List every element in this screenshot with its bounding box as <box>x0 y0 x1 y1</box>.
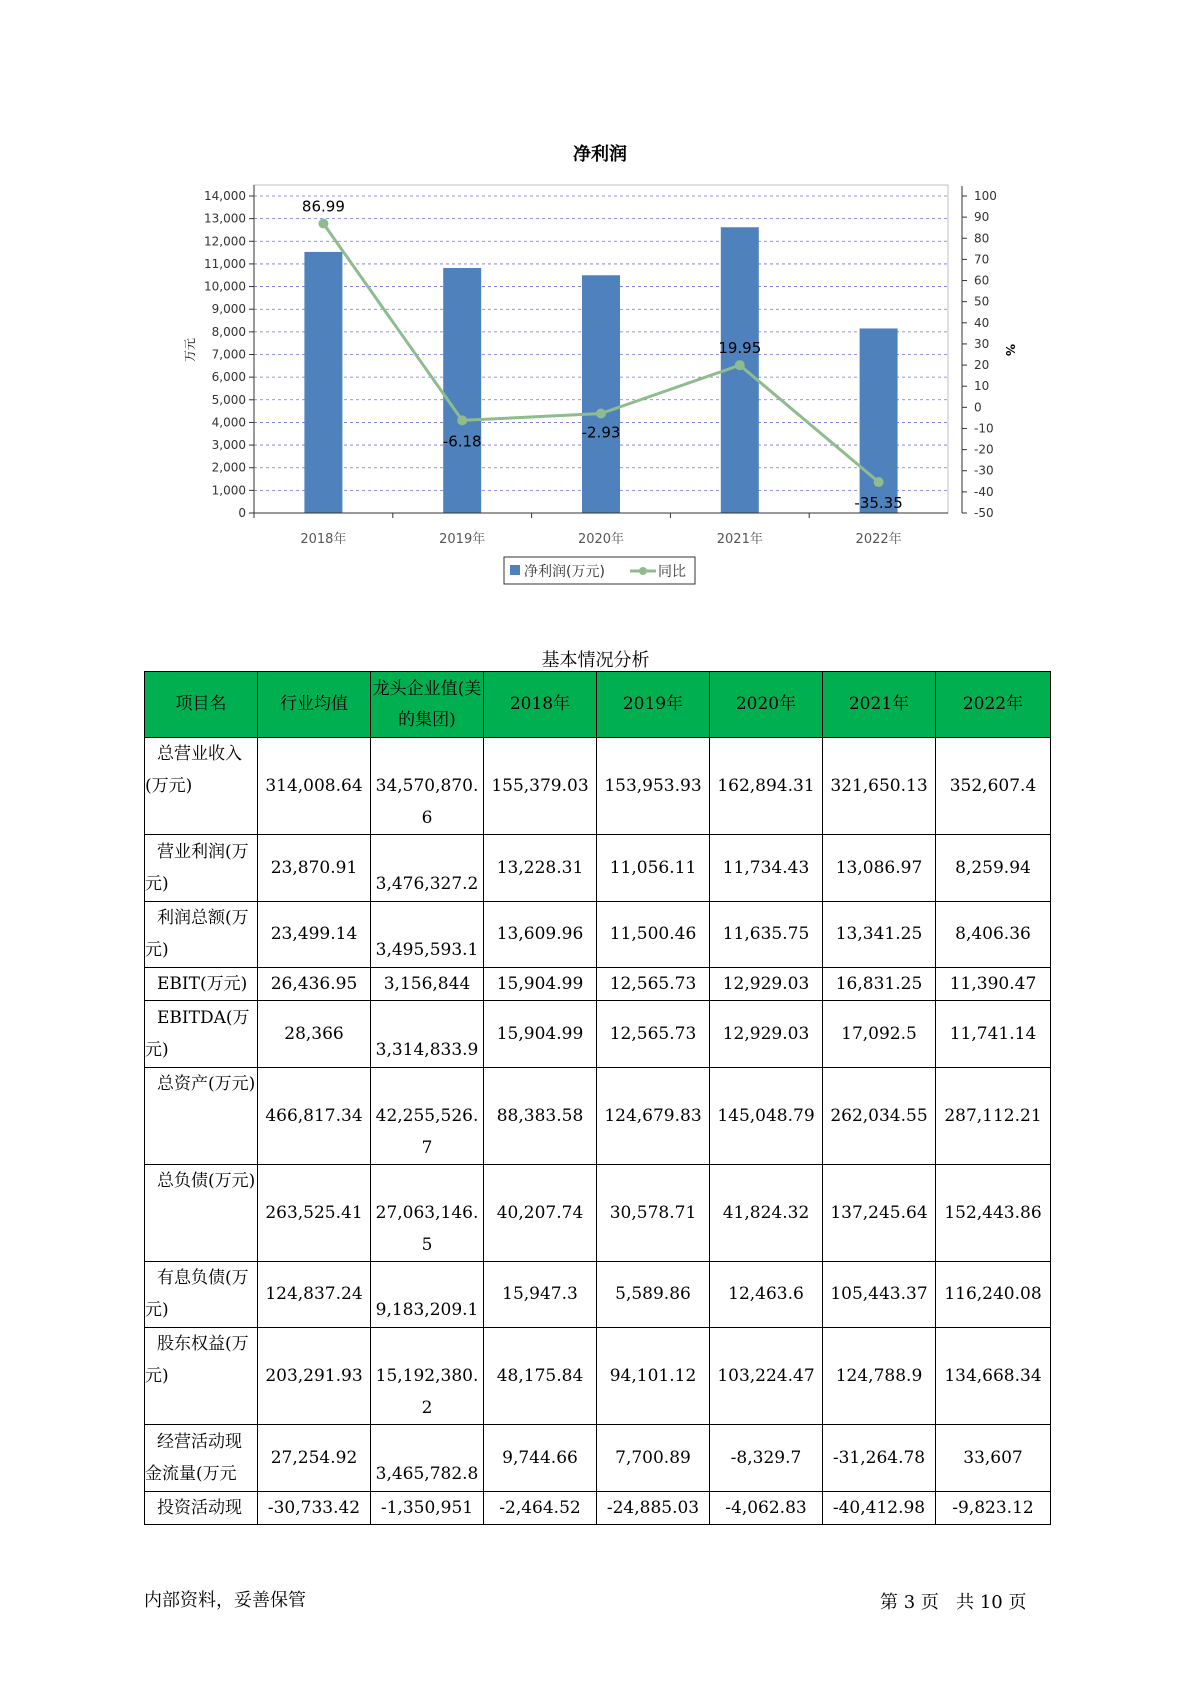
cell-value: 26,436.95 <box>270 974 358 994</box>
bar-2020年 <box>582 275 620 513</box>
table-row <box>145 968 1051 1001</box>
cell-value: 116,240.08 <box>944 1284 1042 1304</box>
value-cell <box>371 835 484 902</box>
value-cell <box>936 1425 1051 1492</box>
y2-tick-label: -50 <box>974 506 994 520</box>
value-cell <box>371 1328 484 1425</box>
page-number: 3 <box>903 1592 916 1613</box>
cell-value: -2,464.52 <box>499 1497 581 1518</box>
y2-tick-label: -40 <box>974 484 994 499</box>
yoy-point <box>318 218 328 228</box>
y-axis-label: 万元 <box>183 337 197 363</box>
cell-value: -8,329.7 <box>730 1447 802 1468</box>
cell-value: 5,589.86 <box>615 1284 691 1304</box>
cell-value: -9,823.12 <box>952 1497 1034 1518</box>
cell-value: 12,463.6 <box>728 1284 804 1304</box>
y2-tick-label: 100 <box>974 189 997 203</box>
value-cell <box>484 835 597 902</box>
cell-value: 27,254.92 <box>270 1447 358 1468</box>
cell-value: 8,259.94 <box>955 857 1031 878</box>
x-tick-label: 2019年 <box>439 532 486 547</box>
yoy-data-label: -6.18 <box>442 432 482 451</box>
value-cell <box>258 1328 371 1425</box>
value-cell <box>823 835 936 902</box>
value-cell <box>484 1491 597 1524</box>
cell-value: 15,947.3 <box>502 1284 578 1304</box>
y-tick-label: 10,000 <box>204 279 246 294</box>
cell-value: 12,929.03 <box>722 1023 810 1044</box>
value-cell <box>597 1491 710 1524</box>
cell-value: 124,837.24 <box>265 1284 363 1304</box>
cell-value: 9,183,209.1 <box>375 1300 479 1320</box>
cell-value: 11,390.47 <box>949 974 1037 994</box>
y-tick-label: 2,000 <box>211 460 246 475</box>
cell-value: -31,264.78 <box>832 1447 926 1468</box>
cell-value: 34,570,870.6 <box>375 776 479 828</box>
cell-value: -40,412.98 <box>832 1497 926 1518</box>
table-title: 基本情况分析 <box>541 650 650 671</box>
value-cell <box>258 835 371 902</box>
x-tick-label: 2020年 <box>577 532 625 547</box>
table-row <box>145 738 1051 835</box>
row-label: 总负债(万元) <box>145 1164 258 1261</box>
cell-value: 263,525.41 <box>265 1202 363 1223</box>
chart-title: 净利润 <box>573 144 627 165</box>
value-cell <box>936 1164 1051 1261</box>
yoy-data-label: 19.95 <box>718 339 762 358</box>
value-cell <box>258 1425 371 1492</box>
value-cell <box>823 1001 936 1068</box>
cell-value: 145,048.79 <box>717 1105 815 1126</box>
table-row <box>145 1261 1051 1328</box>
value-cell <box>597 738 710 835</box>
value-cell <box>823 738 936 835</box>
cell-value: 42,255,526.7 <box>375 1105 479 1158</box>
yoy-point <box>457 415 467 425</box>
value-cell <box>597 1261 710 1328</box>
value-cell <box>484 1164 597 1261</box>
value-cell <box>823 1164 936 1261</box>
cell-value: 203,291.93 <box>265 1366 363 1386</box>
value-cell <box>258 1067 371 1164</box>
cell-value: 466,817.34 <box>265 1105 363 1126</box>
x-tick-label: 2022年 <box>855 532 902 547</box>
col-header-2: 龙头企业值(美的集团) <box>371 672 484 738</box>
x-tick-label: 2018年 <box>300 532 347 547</box>
y-tick-label: 4,000 <box>211 415 246 430</box>
value-cell <box>371 738 484 835</box>
cell-value: 41,824.32 <box>722 1202 810 1223</box>
value-cell <box>258 1491 371 1524</box>
cell-value: 12,565.73 <box>609 1023 697 1044</box>
chart-legend <box>504 557 695 584</box>
table-header-row <box>145 672 1051 738</box>
y-tick-label: 12,000 <box>204 234 246 249</box>
page-suffix: 页 <box>1008 1592 1027 1613</box>
table-row <box>145 835 1051 902</box>
cell-value: 3,314,833.9 <box>375 1039 479 1060</box>
row-label: 总资产(万元) <box>145 1067 258 1164</box>
footer-confidential: 内部资料，妥善保管 <box>144 1590 306 1611</box>
cell-value: 28,366 <box>284 1023 344 1044</box>
cell-value: 3,495,593.1 <box>375 940 479 960</box>
row-label: EBIT(万元) <box>145 968 258 1001</box>
cell-value: 33,607 <box>963 1447 1023 1468</box>
cell-value: 27,063,146.5 <box>375 1202 479 1255</box>
cell-value: 94,101.12 <box>609 1366 697 1386</box>
cell-value: -30,733.42 <box>267 1497 361 1518</box>
value-cell <box>710 1491 823 1524</box>
cell-value: 15,192,380.2 <box>375 1366 479 1418</box>
value-cell <box>371 1425 484 1492</box>
row-label: 有息负债(万元) <box>145 1261 258 1328</box>
yoy-data-label: -35.35 <box>854 494 903 513</box>
value-cell <box>710 738 823 835</box>
value-cell <box>258 1261 371 1328</box>
legend-line-label: 同比 <box>658 564 686 580</box>
value-cell <box>371 901 484 968</box>
row-label: 股东权益(万元) <box>145 1328 258 1425</box>
cell-value: 11,500.46 <box>609 924 697 944</box>
value-cell <box>597 835 710 902</box>
value-cell <box>597 1164 710 1261</box>
value-cell <box>258 901 371 968</box>
cell-value: 314,008.64 <box>265 776 363 796</box>
cell-value: 15,904.99 <box>496 1023 584 1044</box>
value-cell <box>597 1001 710 1068</box>
y2-tick-label: 80 <box>974 231 990 246</box>
value-cell <box>484 1261 597 1328</box>
y2-tick-label: -30 <box>974 463 994 478</box>
cell-value: 13,228.31 <box>496 857 584 878</box>
cell-value: 23,499.14 <box>270 924 358 944</box>
cell-value: 105,443.37 <box>830 1284 928 1304</box>
legend-bar-label: 净利润(万元) <box>524 564 605 580</box>
value-cell <box>258 738 371 835</box>
cell-value: 3,476,327.2 <box>375 873 479 894</box>
y-tick-label: 14,000 <box>204 189 246 203</box>
table-body <box>145 738 1051 1525</box>
cell-value: 23,870.91 <box>270 857 358 878</box>
cell-value: 88,383.58 <box>496 1105 584 1126</box>
value-cell <box>936 1261 1051 1328</box>
value-cell <box>371 1001 484 1068</box>
yoy-data-label: 86.99 <box>301 197 345 216</box>
cell-value: 7,700.89 <box>615 1447 691 1468</box>
cell-value: 262,034.55 <box>830 1105 928 1126</box>
x-tick-label: 2021年 <box>716 532 763 547</box>
cell-value: 12,929.03 <box>722 974 810 994</box>
cell-value: 162,894.31 <box>717 776 815 796</box>
value-cell <box>371 1261 484 1328</box>
col-header-7: 2022年 <box>936 672 1051 738</box>
value-cell <box>371 968 484 1001</box>
value-cell <box>936 1001 1051 1068</box>
y-tick-label: 7,000 <box>211 347 246 362</box>
cell-value: 155,379.03 <box>491 776 589 796</box>
value-cell <box>597 1328 710 1425</box>
cell-value: 15,904.99 <box>496 974 584 994</box>
col-header-3: 2018年 <box>484 672 597 738</box>
value-cell <box>710 1328 823 1425</box>
value-cell <box>936 1491 1051 1524</box>
value-cell <box>710 1067 823 1164</box>
table-row <box>145 1328 1051 1425</box>
value-cell <box>710 835 823 902</box>
cell-value: -1,350,951 <box>380 1497 474 1518</box>
page-prefix: 第 <box>880 1592 898 1613</box>
table-row <box>145 1001 1051 1068</box>
page-total: 10 <box>979 1592 1003 1613</box>
table-row <box>145 901 1051 968</box>
y-tick-label: 1,000 <box>211 483 246 498</box>
col-header-1: 行业均值 <box>258 672 371 738</box>
value-cell <box>597 1425 710 1492</box>
cell-value: 30,578.71 <box>609 1202 697 1223</box>
cell-value: 11,741.14 <box>949 1023 1037 1044</box>
cell-value: -4,062.83 <box>725 1497 807 1518</box>
table-row <box>145 1164 1051 1261</box>
value-cell <box>484 1067 597 1164</box>
cell-value: 153,953.93 <box>604 776 702 796</box>
y2-tick-label: -10 <box>974 421 994 436</box>
basic-analysis-table <box>144 671 1051 1525</box>
value-cell <box>484 1425 597 1492</box>
row-label: 经营活动现金流量(万元 <box>145 1425 258 1492</box>
cell-value: 9,744.66 <box>502 1447 578 1468</box>
yoy-point <box>874 477 884 487</box>
value-cell <box>823 901 936 968</box>
value-cell <box>936 1067 1051 1164</box>
row-label: 利润总额(万元) <box>145 901 258 968</box>
y-tick-label: 8,000 <box>211 324 246 339</box>
cell-value: 3,156,844 <box>383 974 471 994</box>
row-label: EBITDA(万元) <box>145 1001 258 1068</box>
net-profit-chart <box>0 0 1191 640</box>
cell-value: 137,245.64 <box>830 1202 928 1223</box>
cell-value: 12,565.73 <box>609 974 697 994</box>
col-header-5: 2020年 <box>710 672 823 738</box>
cell-value: 124,679.83 <box>604 1105 702 1126</box>
cell-value: 11,734.43 <box>722 857 810 878</box>
cell-value: 11,056.11 <box>609 857 697 878</box>
yoy-point <box>735 360 745 370</box>
chart-bars <box>304 227 897 513</box>
cell-value: -24,885.03 <box>606 1497 700 1518</box>
y2-tick-label: 0 <box>974 400 982 415</box>
cell-value: 13,341.25 <box>835 924 923 944</box>
value-cell <box>710 1164 823 1261</box>
value-cell <box>710 968 823 1001</box>
value-cell <box>597 901 710 968</box>
cell-value: 11,635.75 <box>722 924 810 944</box>
y-tick-label: 11,000 <box>204 256 246 271</box>
table-row <box>145 1491 1051 1524</box>
value-cell <box>823 1067 936 1164</box>
value-cell <box>823 1425 936 1492</box>
row-label: 投资活动现 <box>145 1491 258 1524</box>
y-tick-label: 13,000 <box>204 211 246 226</box>
value-cell <box>823 1491 936 1524</box>
y-tick-label: 9,000 <box>211 302 246 317</box>
value-cell <box>710 1261 823 1328</box>
y-tick-label: 5,000 <box>211 392 246 407</box>
value-cell <box>936 835 1051 902</box>
col-header-6: 2021年 <box>823 672 936 738</box>
yoy-data-label: -2.93 <box>581 423 621 442</box>
cell-value: 48,175.84 <box>496 1366 584 1386</box>
value-cell <box>484 1328 597 1425</box>
value-cell <box>823 1328 936 1425</box>
value-cell <box>936 968 1051 1001</box>
cell-value: 152,443.86 <box>944 1202 1042 1223</box>
cell-value: 124,788.9 <box>835 1366 923 1386</box>
cell-value: 134,668.34 <box>944 1366 1042 1386</box>
value-cell <box>936 738 1051 835</box>
cell-value: 321,650.13 <box>830 776 928 796</box>
value-cell <box>258 1164 371 1261</box>
value-cell <box>484 1001 597 1068</box>
cell-value: 352,607.4 <box>949 776 1037 796</box>
y2-tick-label: 50 <box>974 294 990 309</box>
page-mid: 页 共 <box>920 1592 975 1613</box>
value-cell <box>597 968 710 1001</box>
cell-value: 40,207.74 <box>496 1202 584 1223</box>
y2-tick-label: -20 <box>974 442 994 457</box>
cell-value: 13,086.97 <box>835 857 923 878</box>
cell-value: 17,092.5 <box>841 1023 917 1044</box>
bar-2018年 <box>304 252 342 513</box>
value-cell <box>371 1067 484 1164</box>
bar-2019年 <box>443 268 481 513</box>
footer-page-info <box>880 1588 1026 1614</box>
value-cell <box>597 1067 710 1164</box>
y2-tick-label: 60 <box>974 273 990 288</box>
y-tick-label: 3,000 <box>211 438 246 453</box>
y2-tick-label: 40 <box>974 315 990 330</box>
value-cell <box>371 1491 484 1524</box>
legend-line-marker <box>639 567 647 575</box>
cell-value: 103,224.47 <box>717 1366 815 1386</box>
row-label: 总营业收入(万元) <box>145 738 258 835</box>
y2-tick-label: 20 <box>974 358 990 373</box>
col-header-4: 2019年 <box>597 672 710 738</box>
value-cell <box>710 901 823 968</box>
table-row <box>145 1067 1051 1164</box>
cell-value: 16,831.25 <box>835 974 923 994</box>
cell-value: 8,406.36 <box>955 924 1031 944</box>
value-cell <box>823 1261 936 1328</box>
value-cell <box>823 968 936 1001</box>
value-cell <box>484 901 597 968</box>
legend-bar-swatch <box>510 565 520 575</box>
cell-value: 287,112.21 <box>944 1105 1042 1126</box>
value-cell <box>258 1001 371 1068</box>
value-cell <box>936 1328 1051 1425</box>
y2-tick-label: 10 <box>974 379 990 394</box>
value-cell <box>258 968 371 1001</box>
value-cell <box>936 901 1051 968</box>
value-cell <box>484 738 597 835</box>
value-cell <box>484 968 597 1001</box>
y2-tick-label: 30 <box>974 336 990 351</box>
cell-value: 3,465,782.8 <box>375 1463 479 1484</box>
y-tick-label: 6,000 <box>211 370 246 385</box>
y2-axis-label: % <box>1003 343 1017 357</box>
value-cell <box>371 1164 484 1261</box>
y2-tick-label: 70 <box>974 252 990 267</box>
y2-tick-label: 90 <box>974 210 990 225</box>
table-row <box>145 1425 1051 1492</box>
cell-value: 13,609.96 <box>496 924 584 944</box>
row-label: 营业利润(万元) <box>145 835 258 902</box>
value-cell <box>710 1425 823 1492</box>
col-header-0: 项目名 <box>145 672 258 738</box>
y-tick-label: 0 <box>238 506 246 520</box>
yoy-point <box>596 409 606 419</box>
value-cell <box>710 1001 823 1068</box>
